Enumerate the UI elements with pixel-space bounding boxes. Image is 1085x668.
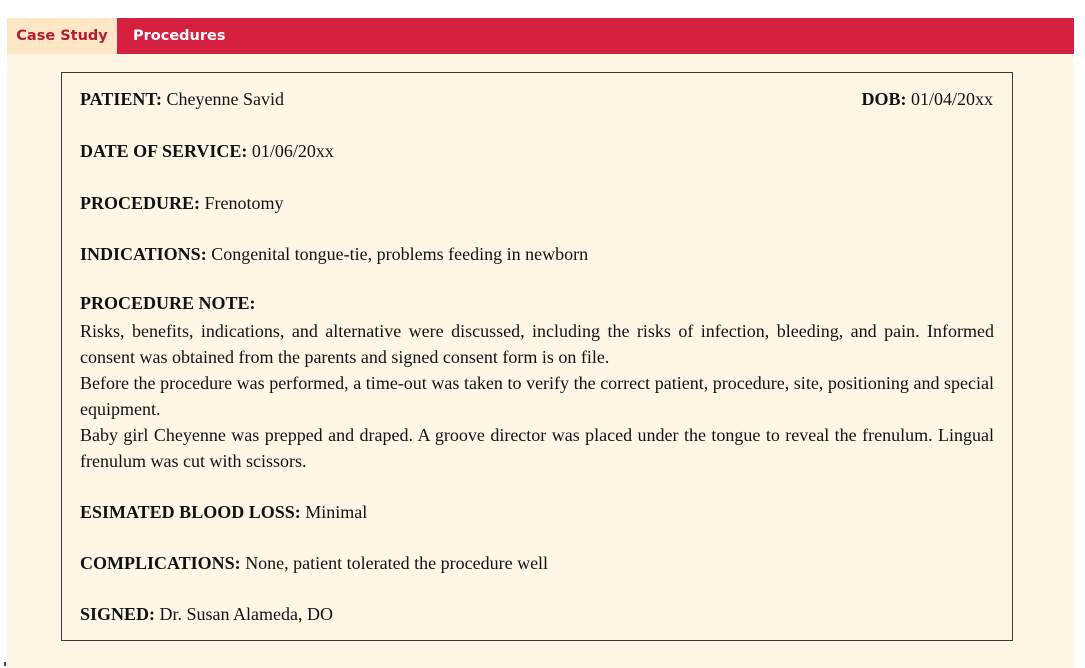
tab-bar <box>7 18 1074 54</box>
dob-value: 01/04/20xx <box>910 89 993 109</box>
indications-field <box>80 243 588 265</box>
indications-value: Congenital tongue-tie, problems feeding in newborn <box>211 244 589 264</box>
procedure-value: Frenotomy <box>204 193 284 213</box>
patient-value: Cheyenne Savid <box>166 89 284 109</box>
patient-label: PATIENT: <box>80 89 163 109</box>
note-paragraph: Risks, benefits, indications, and alternative were discussed, including the risks of infection, bleeding, and pain. Informed consent was obtained from the parents and signed consent form is on file. <box>80 321 994 367</box>
complications-label: COMPLICATIONS: <box>80 553 241 573</box>
procedure-label: PROCEDURE: <box>80 193 200 213</box>
note-paragraph: Baby girl Cheyenne was prepped and draped. A groove director was placed under the tongue to reveal the frenulum. Lingual frenulum was cut with scissors. <box>80 425 994 471</box>
dob-label: DOB: <box>861 89 907 109</box>
complications-value: None, patient tolerated the procedure well <box>245 553 549 573</box>
signed-field <box>80 603 333 625</box>
case-study-panel <box>7 18 1074 668</box>
signed-value: Dr. Susan Alameda, DO <box>159 604 333 624</box>
note-paragraph: Before the procedure was performed, a time-out was taken to verify the correct patient, procedure, site, positioning and special equipment. <box>80 373 994 419</box>
signed-label: SIGNED: <box>80 604 156 624</box>
patient-field <box>80 88 284 110</box>
tab-procedures[interactable]: Procedures <box>133 28 226 44</box>
complications-field <box>80 552 548 574</box>
procedure-note-heading: PROCEDURE NOTE: <box>80 293 256 313</box>
footer-marker <box>4 662 6 666</box>
dob-field <box>861 88 993 110</box>
date-of-service-label: DATE OF SERVICE: <box>80 141 248 161</box>
date-of-service-field <box>80 140 334 162</box>
blood-loss-field <box>80 501 367 523</box>
blood-loss-label: ESIMATED BLOOD LOSS: <box>80 502 301 522</box>
procedure-note-body <box>80 318 994 474</box>
procedure-document <box>61 72 1013 641</box>
indications-label: INDICATIONS: <box>80 244 207 264</box>
procedure-field <box>80 192 284 214</box>
blood-loss-value: Minimal <box>305 502 368 522</box>
date-of-service-value: 01/06/20xx <box>251 141 334 161</box>
tab-case-study[interactable]: Case Study <box>7 18 117 54</box>
